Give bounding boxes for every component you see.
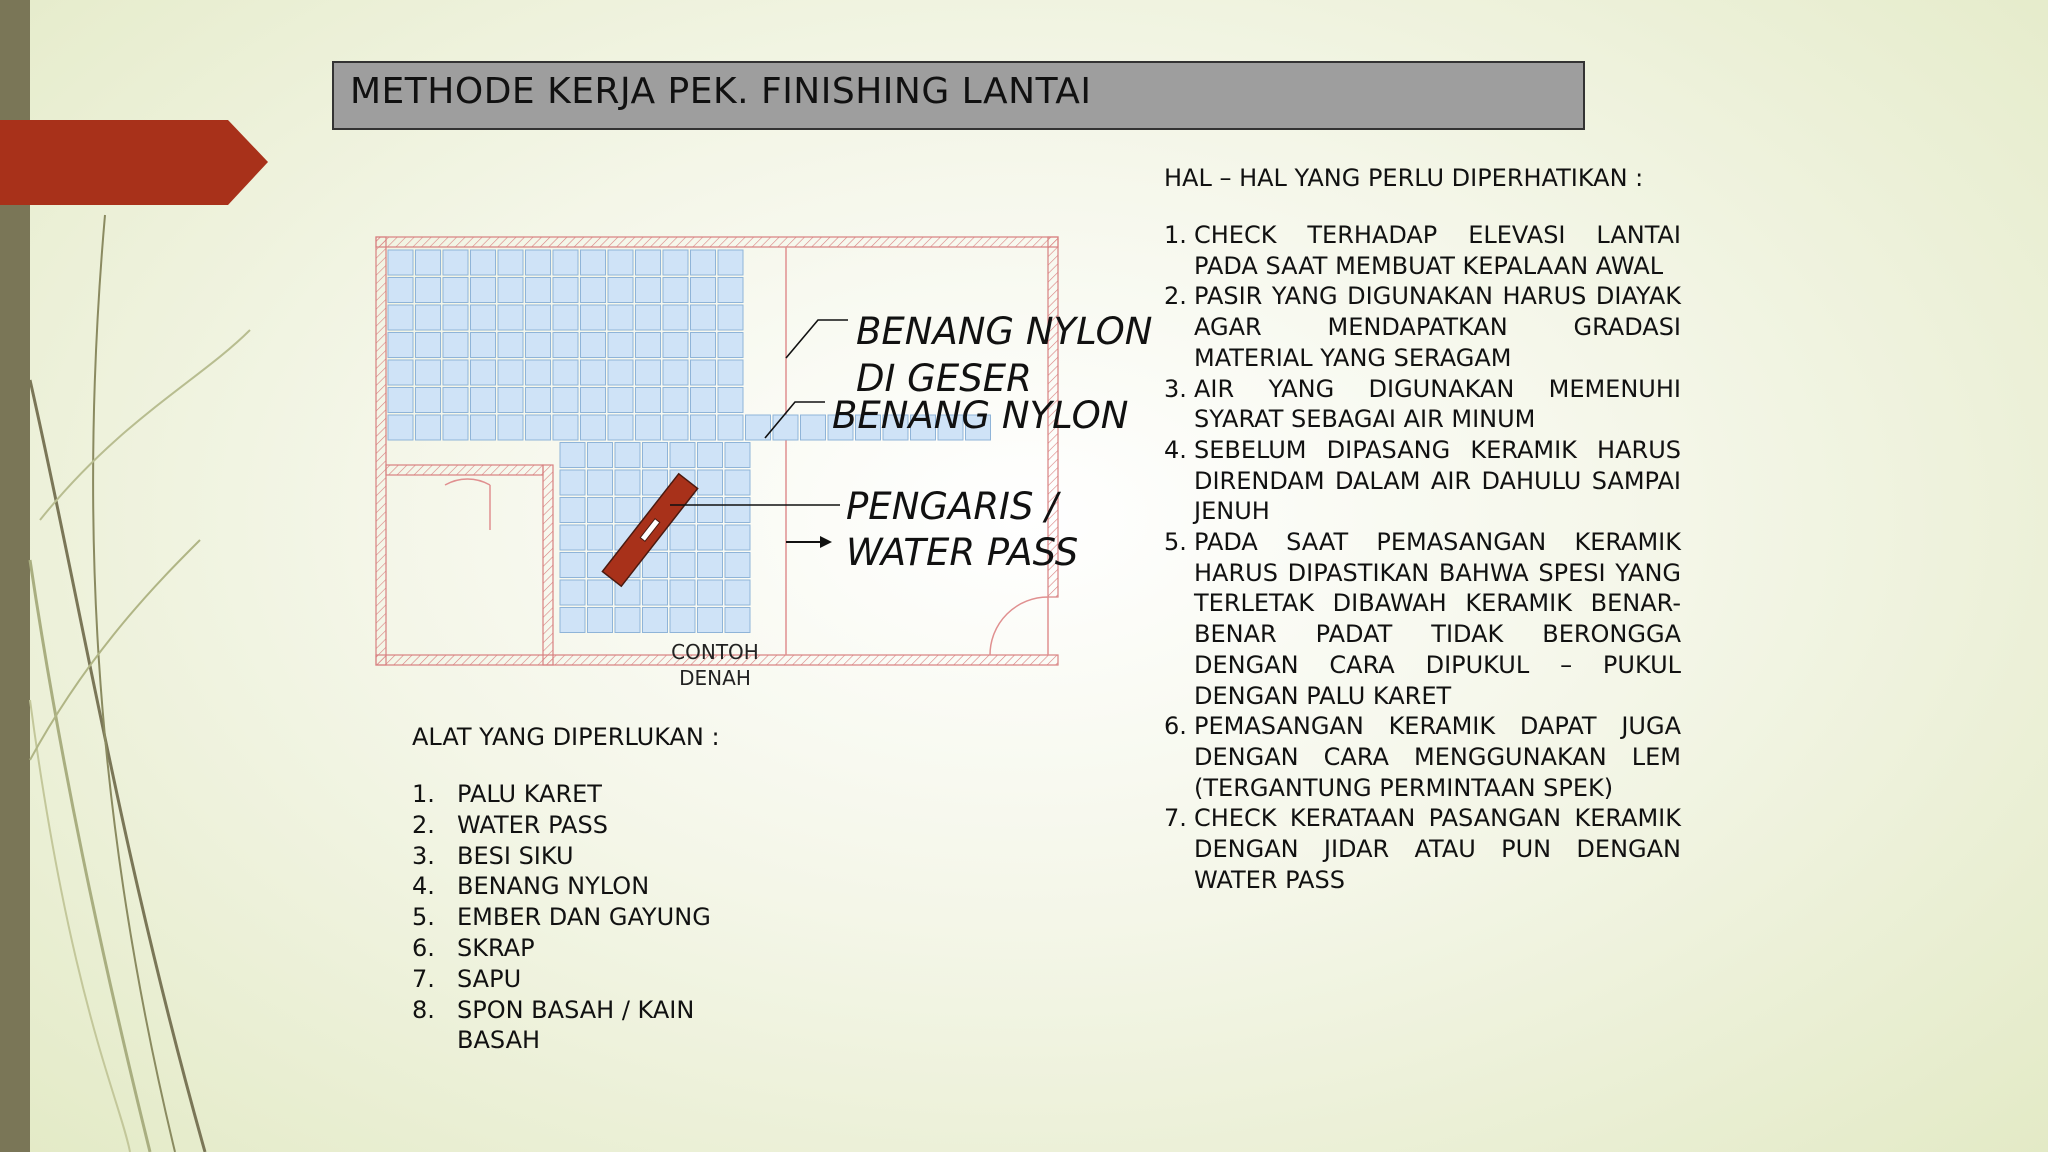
ceramic-tile (608, 305, 633, 330)
ceramic-tile (471, 333, 496, 358)
ceramic-tile (636, 278, 661, 303)
ceramic-tile (526, 360, 551, 385)
ceramic-tile (670, 525, 695, 550)
plan-caption-line2: DENAH (679, 666, 751, 690)
ceramic-tile (526, 278, 551, 303)
list-item (412, 779, 772, 810)
ceramic-tile (560, 470, 585, 495)
ceramic-tile (691, 388, 716, 413)
title-box (332, 61, 1585, 130)
list-number: 7. (1164, 804, 1187, 833)
ceramic-tile (670, 553, 695, 578)
ceramic-tile (443, 388, 468, 413)
floor-plan-drawing (370, 230, 1190, 690)
ceramic-tile (643, 553, 668, 578)
ceramic-tile (388, 278, 413, 303)
callout-benang-nylon-digeser-line2: DI GESER (856, 357, 1032, 400)
ceramic-tile (698, 498, 723, 523)
ceramic-tile (725, 470, 750, 495)
ceramic-tile (498, 250, 523, 275)
list-text: BENANG NYLON (457, 872, 650, 901)
ceramic-tile (663, 305, 688, 330)
list-text: SEBELUM DIPASANG KERAMIK HARUS DIRENDAM DALAM AIR DAHULU SAMPAI JENUH (1194, 435, 1681, 526)
floor-plan-diagram (370, 230, 1190, 690)
ceramic-tile (718, 333, 743, 358)
ceramic-tile (643, 580, 668, 605)
ceramic-tile (416, 360, 441, 385)
ceramic-tile (615, 498, 640, 523)
ceramic-tile (608, 278, 633, 303)
ceramic-tile (588, 443, 613, 468)
ceramic-tile (636, 305, 661, 330)
ceramic-tile (663, 388, 688, 413)
ceramic-tile (670, 608, 695, 633)
ceramic-tile (643, 443, 668, 468)
ceramic-tile (691, 415, 716, 440)
ceramic-tile (663, 360, 688, 385)
ceramic-tile (498, 305, 523, 330)
ceramic-tile (416, 250, 441, 275)
ceramic-tile (698, 553, 723, 578)
ceramic-tile (588, 608, 613, 633)
list-text: CHECK KERATAAN PASANGAN KERAMIK DENGAN JIDAR ATAU PUN DENGAN WATER PASS (1194, 804, 1681, 894)
list-number: 3. (1164, 374, 1187, 403)
ceramic-tile (691, 278, 716, 303)
list-number: 2. (412, 810, 435, 839)
ceramic-tile (663, 250, 688, 275)
ceramic-tile (553, 278, 578, 303)
list-text: PEMASANGAN KERAMIK DAPAT JUGA DENGAN CARA MENGGUNAKAN LEM (TERGANTUNG PERMINTAAN SPEK) (1194, 712, 1681, 802)
list-text: SKRAP (457, 933, 535, 962)
ceramic-tile (801, 415, 826, 440)
list-text: PASIR YANG DIGUNAKAN HARUS DIAYAK AGAR MENDAPATKAN GRADASI MATERIAL YANG SERAGAM (1194, 282, 1681, 372)
ceramic-tile (498, 360, 523, 385)
list-item (1164, 711, 1681, 803)
tools-list-section (412, 723, 772, 1056)
list-number: 2. (1164, 282, 1187, 311)
ceramic-tile (698, 608, 723, 633)
list-text: SPON BASAH / KAIN BASAH (457, 995, 695, 1055)
ceramic-tile (691, 333, 716, 358)
ceramic-tile (725, 608, 750, 633)
list-text: SAPU (457, 964, 522, 993)
ceramic-tile (670, 443, 695, 468)
ceramic-tile (588, 580, 613, 605)
ceramic-tile (698, 525, 723, 550)
list-text: PADA SAAT PEMASANGAN KERAMIK HARUS DIPASTIKAN BAHWA SPESI YANG TERLETAK DIBAWAH KERAMIK BENAR-BENAR PADAT TIDAK BERONGGA DENGAN CARA DIPUKUL – PUKUL DENGAN PALU KARET (1194, 528, 1681, 710)
ceramic-tile (498, 388, 523, 413)
ceramic-tile (725, 443, 750, 468)
ceramic-tile (526, 388, 551, 413)
ceramic-tile (636, 388, 661, 413)
ceramic-tile (643, 608, 668, 633)
ceramic-tile (718, 305, 743, 330)
ceramic-tile (725, 498, 750, 523)
list-text: EMBER DAN GAYUNG (457, 903, 711, 932)
ceramic-tile (443, 250, 468, 275)
ceramic-tile (581, 250, 606, 275)
list-item (1164, 220, 1681, 281)
ceramic-tile (615, 608, 640, 633)
ceramic-tile (588, 470, 613, 495)
ceramic-tile (608, 388, 633, 413)
callout-pengaris-line1: PENGARIS / (846, 485, 1058, 528)
ceramic-tile (725, 580, 750, 605)
ceramic-tile (416, 388, 441, 413)
ceramic-tile (663, 278, 688, 303)
notes-section (1164, 164, 1681, 895)
list-text: WATER PASS (457, 810, 608, 839)
list-text: PALU KARET (457, 780, 602, 808)
ceramic-tile (588, 525, 613, 550)
list-number: 5. (1164, 528, 1187, 557)
list-number: 3. (412, 841, 435, 870)
ceramic-tile (718, 278, 743, 303)
ceramic-tile (718, 250, 743, 275)
ceramic-tile (526, 250, 551, 275)
ceramic-tile (636, 415, 661, 440)
ceramic-tile (725, 553, 750, 578)
list-item (412, 871, 772, 902)
ceramic-tile (388, 305, 413, 330)
list-item (412, 933, 772, 964)
ceramic-tile (416, 278, 441, 303)
ceramic-tile (560, 608, 585, 633)
ceramic-tile (691, 305, 716, 330)
ceramic-tile (443, 278, 468, 303)
ceramic-tile (581, 360, 606, 385)
ceramic-tile (636, 333, 661, 358)
ceramic-tile (560, 553, 585, 578)
ceramic-tile (608, 360, 633, 385)
ceramic-tile (416, 333, 441, 358)
tools-heading: ALAT YANG DIPERLUKAN : (412, 723, 720, 751)
list-text: CHECK TERHADAP ELEVASI LANTAI PADA SAAT MEMBUAT KEPALAAN AWAL (1194, 221, 1681, 280)
ceramic-tile (388, 250, 413, 275)
ceramic-tile (553, 415, 578, 440)
ceramic-tile (471, 278, 496, 303)
ceramic-tile (526, 305, 551, 330)
list-number: 6. (412, 933, 435, 962)
ceramic-tile (698, 443, 723, 468)
ceramic-tile (388, 360, 413, 385)
ceramic-tile (553, 360, 578, 385)
list-item (1164, 281, 1681, 373)
ceramic-tile (498, 415, 523, 440)
ceramic-tile (526, 333, 551, 358)
plan-caption-line1: CONTOH (671, 640, 759, 664)
ceramic-tile (718, 415, 743, 440)
ceramic-tile (388, 333, 413, 358)
list-number: 6. (1164, 712, 1187, 741)
ceramic-tile (663, 415, 688, 440)
ceramic-tile (581, 388, 606, 413)
slide-title: METHODE KERJA PEK. FINISHING LANTAI (350, 71, 1092, 112)
ceramic-tile (471, 415, 496, 440)
list-item (412, 995, 772, 1057)
ceramic-tile (498, 333, 523, 358)
list-number: 7. (412, 964, 435, 993)
ceramic-tile (471, 388, 496, 413)
ceramic-tile (698, 470, 723, 495)
ceramic-tile (581, 305, 606, 330)
ceramic-tile (581, 333, 606, 358)
ceramic-tile (553, 333, 578, 358)
ceramic-tile (773, 415, 798, 440)
notes-list (1164, 220, 1681, 895)
list-number: 4. (412, 872, 435, 901)
ceramic-tile (443, 305, 468, 330)
list-number: 1. (1164, 221, 1187, 249)
list-item (1164, 527, 1681, 711)
ceramic-tile (691, 360, 716, 385)
ceramic-tile (560, 525, 585, 550)
ceramic-tile (608, 415, 633, 440)
ceramic-tile (698, 580, 723, 605)
list-item (412, 810, 772, 841)
ceramic-tile (560, 498, 585, 523)
list-item (412, 902, 772, 933)
ceramic-tile (643, 470, 668, 495)
ceramic-tile (691, 250, 716, 275)
ceramic-tile (471, 305, 496, 330)
ceramic-tile (498, 278, 523, 303)
ceramic-tile (663, 333, 688, 358)
ceramic-tile (581, 415, 606, 440)
list-item (412, 841, 772, 872)
ceramic-tile (416, 415, 441, 440)
ceramic-tile (718, 360, 743, 385)
list-item (412, 964, 772, 995)
ceramic-tile (553, 305, 578, 330)
ceramic-tile (581, 278, 606, 303)
ceramic-tile (615, 443, 640, 468)
ceramic-tile (553, 250, 578, 275)
ceramic-tile (670, 580, 695, 605)
ceramic-tile (560, 580, 585, 605)
ceramic-tile (725, 525, 750, 550)
notes-heading: HAL – HAL YANG PERLU DIPERHATIKAN : (1164, 164, 1644, 192)
ceramic-tile (636, 360, 661, 385)
ceramic-tile (388, 415, 413, 440)
ceramic-tile (443, 360, 468, 385)
ceramic-tile (443, 415, 468, 440)
tools-list (412, 779, 772, 1056)
ceramic-tile (560, 443, 585, 468)
list-item (1164, 374, 1681, 435)
red-arrow-tab (0, 120, 268, 205)
callout-benang-nylon: BENANG NYLON (832, 394, 1129, 437)
ceramic-tile (553, 388, 578, 413)
ceramic-tile (615, 470, 640, 495)
ceramic-tile (608, 333, 633, 358)
ceramic-tile (443, 333, 468, 358)
ceramic-tile (526, 415, 551, 440)
list-item (1164, 803, 1681, 895)
list-number: 5. (412, 903, 435, 932)
callout-pengaris-line2: WATER PASS (846, 531, 1079, 574)
ceramic-tile (416, 305, 441, 330)
ceramic-tile (636, 250, 661, 275)
ceramic-tile (608, 250, 633, 275)
ceramic-tile (471, 250, 496, 275)
list-number: 4. (1164, 435, 1187, 464)
list-text: BESI SIKU (457, 841, 574, 870)
list-text: AIR YANG DIGUNAKAN MEMENUHI SYARAT SEBAGAI AIR MINUM (1194, 374, 1681, 434)
list-item (1164, 435, 1681, 527)
ceramic-tile (718, 388, 743, 413)
list-number: 1. (412, 780, 435, 808)
ceramic-tile (588, 498, 613, 523)
callout-benang-nylon-digeser-line1: BENANG NYLON (856, 310, 1153, 353)
list-number: 8. (412, 995, 435, 1024)
ceramic-tile (388, 388, 413, 413)
ceramic-tile (471, 360, 496, 385)
